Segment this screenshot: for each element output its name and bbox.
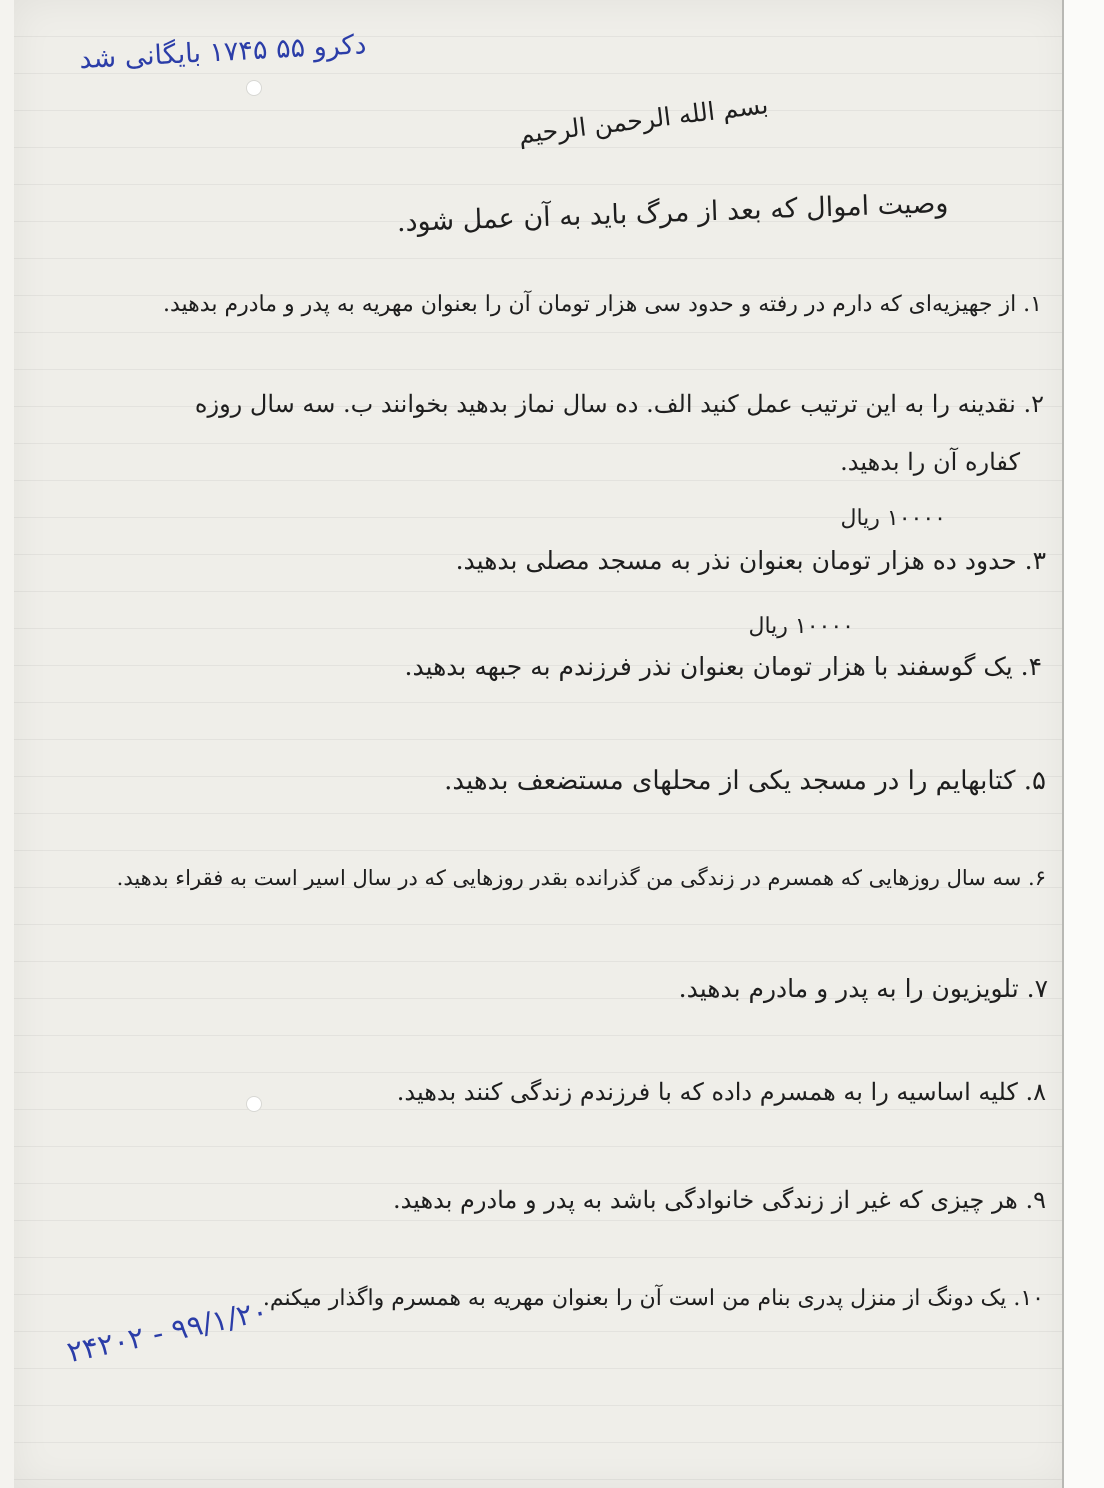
will-item-1: ۱. از جهیزیه‌ای که دارم در رفته و حدود سی هزار تومان آن را بعنوان مهریه به پدر و مادرم بدهید.: [163, 292, 1042, 317]
amount-annotation-4: ۱۰۰۰۰ ریال: [748, 614, 854, 639]
will-item-8: ۸. کلیه اساسیه را به همسرم داده که با فرزندم زندگی کنند بدهید.: [396, 1078, 1046, 1106]
will-item-4: ۴. یک گوسفند با هزار تومان بعنوان نذر فرزندم به جبهه بدهید.: [404, 652, 1042, 681]
will-item-10: ۱۰. یک دونگ از منزل پدری بنام من است آن را بعنوان مهریه به همسرم واگذار میکنم.: [262, 1286, 1044, 1311]
will-item-2: ۲. نقدینه را به این ترتیب عمل کنید الف. ده سال نماز بدهید بخوانند ب. سه سال روزه: [194, 390, 1044, 418]
paper-edge: [1062, 0, 1104, 1488]
amount-annotation-3: ۱۰۰۰۰ ریال: [840, 506, 946, 531]
bismillah-heading: بسم الله الرحمن الرحیم: [516, 89, 770, 150]
will-item-2-continued: کفاره آن را بدهید.: [840, 448, 1020, 476]
archive-footer-note: ۲۴۲۰۲ - ۹۹/۱/۲۰: [64, 1293, 271, 1370]
will-item-3: ۳. حدود ده هزار تومان بعنوان نذر به مسجد مصلی بدهید.: [455, 546, 1046, 575]
will-title: وصیت اموال که بعد از مرگ باید به آن عمل شود.: [396, 187, 949, 239]
will-item-6: ۶. سه سال روزهایی که همسرم در زندگی من گذرانده بقدر روزهایی که در سال اسیر است به فقراء بدهید.: [116, 866, 1046, 890]
archive-margin-note: دکرو ۵۵ ۱۷۴۵ بایگانی شد: [78, 29, 368, 76]
punch-hole-top: [246, 80, 262, 96]
will-item-9: ۹. هر چیزی که غیر از زندگی خانوادگی باشد به پدر و مادرم بدهید.: [392, 1186, 1046, 1214]
will-item-5: ۵. کتابهایم را در مسجد یکی از محلهای مستضعف بدهید.: [444, 766, 1046, 796]
will-item-7: ۷. تلویزیون را به پدر و مادرم بدهید.: [678, 974, 1048, 1003]
